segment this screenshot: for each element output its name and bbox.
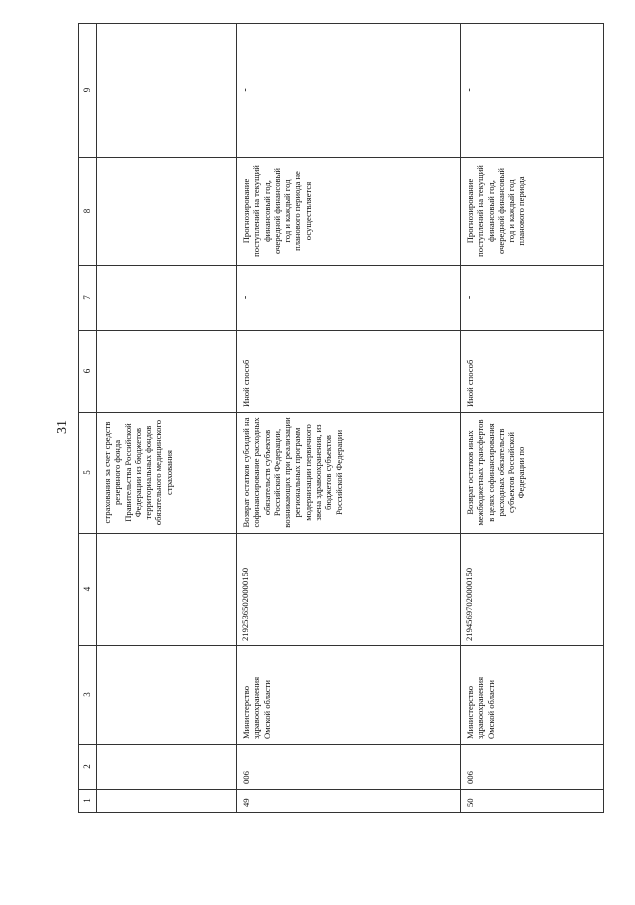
row-50-col7: - [464, 295, 475, 300]
row-49-code: 006 [241, 771, 251, 784]
row-50-code: 006 [465, 771, 475, 784]
row-49-method: Иной способ [241, 359, 251, 407]
row-49-ministry: Министерство здравоохранения Омской области [241, 676, 272, 739]
row-50-kbk: 21945697020000150 [464, 567, 474, 641]
continuation-col5-text: страхования за счет средств резервного фонда Правительства Российской Федерации из бюджетов территориальных фондов обязательного медицинского страхования [102, 419, 174, 526]
row-50-forecast: Прогнозирование поступлений на текущий финансовый год, очередной финансовый год и каждый год планового периода [465, 165, 527, 257]
row-49-col7: - [240, 295, 251, 300]
row-49-income-name: Возврат остатков субсидий на софинансирование расходных обязательств субъектов Российской Федерации, возникающих при реализации региональных программ модернизации первичного звена здравоохранения, из бюджетов субъектов Российской Федерации [241, 417, 344, 528]
row-50-method: Иной способ [465, 359, 475, 407]
header-col-6: 6 [82, 368, 92, 374]
header-col-9: 9 [82, 87, 92, 93]
header-col-3: 3 [82, 692, 92, 697]
header-col-8: 8 [82, 208, 92, 214]
header-col-2: 2 [82, 764, 92, 769]
row-49-number: 49 [241, 798, 251, 807]
row-50-col9: - [464, 88, 475, 92]
row-50-number: 50 [465, 798, 475, 807]
row-49-forecast: Прогнозирование поступлений на текущий финансовый год, очередной финансовый год и каждый год планового периода не осуществляется [241, 165, 313, 257]
header-col-7: 7 [82, 295, 92, 300]
row-50-ministry: Министерство здравоохранения Омской области [465, 676, 496, 739]
table-hline-0 [78, 812, 604, 813]
table-vline-4 [603, 23, 604, 812]
row-49-kbk: 21925365020000150 [240, 567, 250, 641]
row-49-col9: - [240, 88, 251, 92]
header-col-5: 5 [82, 470, 92, 475]
header-col-1: 1 [82, 798, 92, 803]
page-number: 31 [55, 420, 70, 434]
row-50-income-name: Возврат остатков иных межбюджетных трансфертов в целях софинансирования расходных обязательств субъектов Российской Федерации по [465, 419, 527, 526]
header-col-4: 4 [82, 586, 92, 592]
